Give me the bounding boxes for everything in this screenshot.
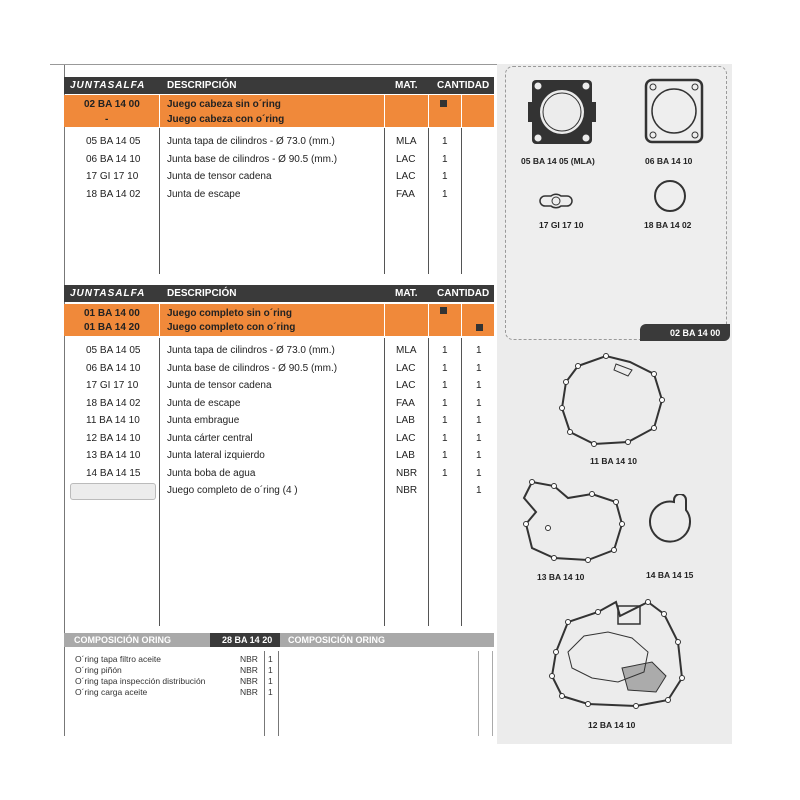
tensioner-gasket-icon — [534, 188, 578, 214]
part-label: 18 BA 14 02 — [644, 220, 692, 230]
part-description: Juego completo de o´ring (4 ) — [167, 485, 298, 496]
kit-code-2: - — [105, 114, 109, 125]
exhaust-ring-icon — [652, 178, 688, 214]
qty-head-kit: 1 — [442, 362, 448, 374]
oring-code: 28 BA 14 20 — [222, 635, 273, 645]
oring-header-right: COMPOSICIÓN ORING — [288, 635, 386, 645]
part-label: 17 GI 17 10 — [539, 220, 584, 230]
qty-head-kit: 1 — [442, 188, 448, 200]
part-code: 06 BA 14 10 — [86, 362, 141, 374]
brand-logo: JUNTASALFA — [70, 288, 146, 299]
qty-full-kit: 1 — [476, 467, 482, 479]
highlight-code-box — [70, 483, 156, 500]
qty-head-kit: 1 — [442, 397, 448, 409]
part-description: Junta tapa de cilindros - Ø 73.0 (mm.) — [167, 345, 335, 356]
part-code: 13 BA 14 10 — [86, 450, 141, 461]
qty-full-kit: 1 — [476, 485, 482, 496]
part-material: NBR — [396, 485, 418, 496]
part-description: Junta base de cilindros - Ø 90.5 (mm.) — [167, 362, 338, 374]
qty-full-kit: 1 — [476, 415, 482, 426]
part-label: 12 BA 14 10 — [588, 720, 636, 730]
part-code: 05 BA 14 05 — [86, 136, 141, 147]
oring-header-left: COMPOSICIÓN ORING — [74, 635, 172, 645]
part-description: Junta de tensor cadena — [167, 380, 272, 391]
qty-head-kit: 1 — [442, 171, 448, 182]
col-mat-header: MAT. — [395, 80, 418, 91]
part-code: 18 BA 14 02 — [86, 397, 141, 409]
qty-head-kit: 1 — [442, 432, 448, 444]
qty-head-kit: 1 — [442, 345, 448, 356]
part-code: 14 BA 14 15 — [86, 467, 141, 479]
clutch-gasket-icon — [558, 352, 668, 448]
qty-full-kit: 1 — [476, 397, 482, 409]
part-material: MLA — [396, 136, 417, 147]
part-description: Junta base de cilindros - Ø 90.5 (mm.) — [167, 153, 338, 165]
part-label: 13 BA 14 10 — [537, 572, 585, 582]
oring-description: O´ring tapa filtro aceite — [75, 654, 161, 664]
part-code: 12 BA 14 10 — [86, 432, 141, 444]
part-material: LAC — [396, 153, 416, 165]
part-material: LAC — [396, 171, 416, 182]
kit-marker-2 — [476, 324, 483, 331]
part-label: 06 BA 14 10 — [645, 156, 693, 166]
brand-logo: JUNTASALFA — [70, 80, 146, 91]
oring-qty: 1 — [268, 654, 273, 664]
part-description: Junta de escape — [167, 188, 241, 200]
part-material: LAC — [396, 380, 416, 391]
part-label: 11 BA 14 10 — [590, 456, 637, 466]
part-description: Junta boba de agua — [167, 467, 256, 479]
part-material: LAB — [396, 415, 415, 426]
kit-tag: 02 BA 14 00 — [640, 324, 730, 341]
oring-qty: 1 — [268, 687, 273, 697]
head-gasket-icon — [526, 76, 598, 148]
qty-full-kit: 1 — [476, 380, 482, 391]
qty-full-kit: 1 — [476, 362, 482, 374]
part-code: 17 GI 17 10 — [86, 171, 139, 182]
part-label: 05 BA 14 05 (MLA) — [521, 156, 595, 166]
qty-head-kit: 1 — [442, 136, 448, 147]
part-code: 06 BA 14 10 — [86, 153, 141, 165]
part-material: LAB — [396, 450, 415, 461]
oring-description: O´ring carga aceite — [75, 687, 148, 697]
qty-head-kit: 1 — [442, 450, 448, 461]
left-side-gasket-icon — [518, 478, 626, 564]
kit-marker-1 — [440, 100, 447, 107]
part-material: FAA — [396, 188, 415, 200]
oring-qty: 1 — [268, 665, 273, 675]
kit-desc-2: Juego cabeza con o´ring — [167, 114, 285, 125]
part-material: NBR — [396, 467, 418, 479]
kit-code-1: 02 BA 14 00 — [84, 99, 140, 110]
oring-description: O´ring tapa inspección distribución — [75, 676, 206, 686]
kit-marker-1 — [440, 307, 447, 314]
qty-head-kit: 1 — [442, 415, 448, 426]
kit-code-2: 01 BA 14 20 — [84, 322, 140, 333]
part-description: Junta de escape — [167, 397, 241, 409]
oring-qty: 1 — [268, 676, 273, 686]
crankcase-gasket-icon — [548, 592, 688, 712]
kit-desc-1: Juego cabeza sin o´ring — [167, 99, 281, 110]
part-description: Junta cárter central — [167, 432, 253, 444]
section2-header — [64, 285, 494, 302]
col-qty-header: CANTIDAD — [437, 80, 490, 91]
qty-head-kit: 1 — [442, 153, 448, 165]
qty-head-kit: 1 — [442, 467, 448, 479]
qty-full-kit: 1 — [476, 345, 482, 356]
part-label: 14 BA 14 15 — [646, 570, 694, 580]
part-code: 11 BA 14 10 — [86, 415, 140, 426]
part-description: Junta embrague — [167, 415, 240, 426]
col-qty-header: CANTIDAD — [437, 288, 490, 299]
qty-full-kit: 1 — [476, 432, 482, 444]
qty-full-kit: 1 — [476, 450, 482, 461]
kit-desc-1: Juego completo sin o´ring — [167, 308, 293, 319]
oring-description: O´ring piñón — [75, 665, 122, 675]
part-material: MLA — [396, 345, 417, 356]
oring-material: NBR — [240, 687, 258, 697]
col-mat-header: MAT. — [395, 288, 418, 299]
kit-code-1: 01 BA 14 00 — [84, 308, 140, 319]
col-desc-header: DESCRIPCIÓN — [167, 80, 237, 91]
part-description: Junta lateral izquierdo — [167, 450, 265, 461]
part-code: 18 BA 14 02 — [86, 188, 141, 200]
part-code: 05 BA 14 05 — [86, 345, 141, 356]
part-description: Junta tapa de cilindros - Ø 73.0 (mm.) — [167, 136, 335, 147]
oring-material: NBR — [240, 654, 258, 664]
col-desc-header: DESCRIPCIÓN — [167, 288, 237, 299]
base-gasket-icon — [644, 78, 704, 144]
oring-material: NBR — [240, 665, 258, 675]
kit-desc-2: Juego completo con o´ring — [167, 322, 296, 333]
section1-header — [64, 77, 494, 94]
part-material: FAA — [396, 397, 415, 409]
water-pump-gasket-icon — [646, 494, 694, 560]
part-code: 17 GI 17 10 — [86, 380, 139, 391]
oring-material: NBR — [240, 676, 258, 686]
top-border — [50, 64, 498, 65]
part-material: LAC — [396, 432, 416, 444]
part-description: Junta de tensor cadena — [167, 171, 272, 182]
qty-head-kit: 1 — [442, 380, 448, 391]
part-material: LAC — [396, 362, 416, 374]
